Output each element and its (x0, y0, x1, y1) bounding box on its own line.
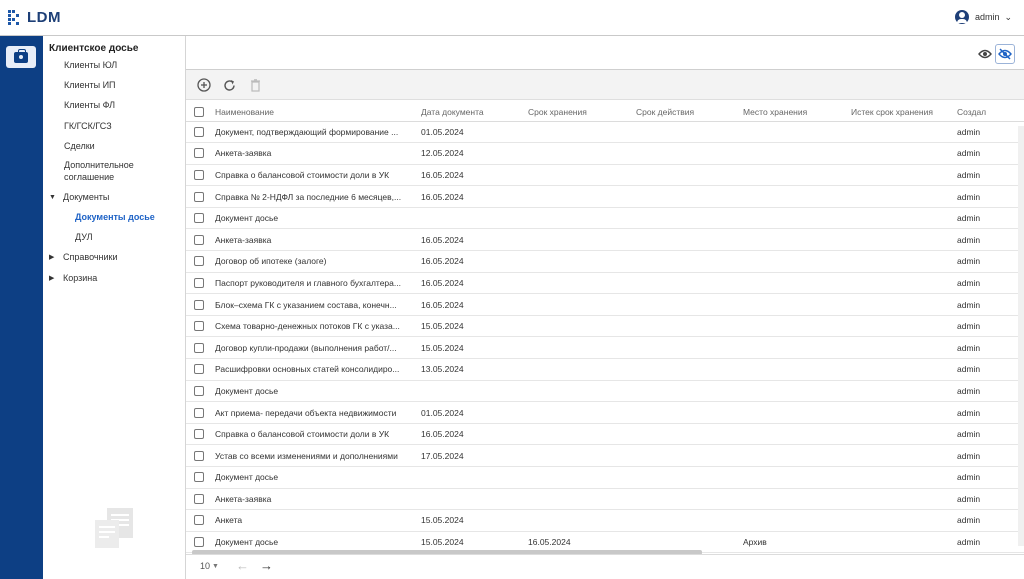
cell-validity (634, 272, 741, 294)
cell-validity (634, 423, 741, 445)
cell-doc-date (419, 488, 526, 510)
cell-storage-expired (849, 186, 955, 208)
column-header-created-by[interactable]: Создал (955, 103, 1024, 121)
cell-storage-term (526, 359, 634, 381)
cell-storage-place (741, 445, 849, 467)
cell-created-by: admin (955, 380, 1024, 402)
sidebar-item-clients-fl[interactable]: Клиенты ФЛ (64, 100, 116, 110)
view-bar (186, 36, 1024, 70)
cell-doc-name: Анкета-заявка (213, 229, 419, 251)
cell-storage-expired (849, 510, 955, 532)
cell-validity (634, 186, 741, 208)
cell-doc-date: 15.05.2024 (419, 510, 526, 532)
cell-storage-term (526, 294, 634, 316)
cell-created-by: admin (955, 423, 1024, 445)
table-row[interactable] (186, 121, 1024, 143)
cell-storage-expired (849, 337, 955, 359)
sidebar-item-groups[interactable]: ГК/ГСК/ГСЗ (64, 121, 112, 131)
cell-created-by: admin (955, 121, 1024, 143)
row-checkbox[interactable] (194, 386, 204, 396)
briefcase-icon (14, 52, 28, 63)
cell-doc-name: Договор купли-продажи (выполнения работ/... (213, 337, 419, 359)
sidebar-item-label: Дополнительное (64, 160, 134, 170)
cell-validity (634, 164, 741, 186)
rail-client-dossier-button[interactable] (6, 46, 36, 68)
cell-storage-expired (849, 531, 955, 553)
cell-doc-date: 16.05.2024 (419, 251, 526, 273)
sidebar-group-trash[interactable] (49, 273, 97, 283)
row-checkbox[interactable] (194, 192, 204, 202)
cell-doc-name: Документ, подтверждающий формирование ... (213, 121, 419, 143)
cell-validity (634, 207, 741, 229)
trash-icon (250, 79, 261, 92)
row-select-cell (186, 510, 213, 532)
sidebar-group-label: Корзина (63, 273, 98, 283)
row-checkbox[interactable] (194, 472, 204, 482)
cell-doc-name: Документ досье (213, 531, 419, 553)
row-checkbox[interactable] (194, 170, 204, 180)
cell-doc-name: Анкета-заявка (213, 488, 419, 510)
cell-storage-expired (849, 272, 955, 294)
cell-storage-place (741, 143, 849, 165)
next-page-arrow-icon[interactable]: → (260, 558, 273, 573)
sidebar-item-clients-ip[interactable]: Клиенты ИП (64, 80, 116, 90)
cell-doc-date (419, 207, 526, 229)
row-select-cell (186, 315, 213, 337)
cell-storage-place (741, 186, 849, 208)
table-row[interactable] (186, 272, 1024, 294)
table-header-row (186, 103, 1024, 121)
hide-columns-button[interactable] (995, 44, 1015, 64)
cell-storage-expired (849, 207, 955, 229)
cell-doc-date: 15.05.2024 (419, 337, 526, 359)
page-size-value: 10 (200, 561, 211, 571)
cell-created-by: admin (955, 164, 1024, 186)
sidebar-item-clients-ul[interactable]: Клиенты ЮЛ (64, 60, 118, 70)
cell-validity (634, 294, 741, 316)
row-select-cell (186, 380, 213, 402)
cell-doc-name: Блок–схема ГК с указанием состава, конечн... (213, 294, 419, 316)
caret-right-icon: ▶ (49, 275, 55, 282)
cell-storage-term (526, 380, 634, 402)
vertical-scrollbar[interactable] (1018, 126, 1024, 546)
select-all-cell (186, 103, 213, 121)
cell-storage-place (741, 315, 849, 337)
cell-created-by: admin (955, 251, 1024, 273)
table-row[interactable] (186, 164, 1024, 186)
sidebar-item-label: соглашение (64, 172, 115, 182)
cell-storage-expired (849, 143, 955, 165)
select-all-checkbox[interactable] (194, 107, 204, 117)
sidebar-title: Клиентское досье (49, 43, 139, 54)
logo-text: LDM (27, 9, 61, 26)
row-checkbox[interactable] (194, 515, 204, 525)
sidebar-item-additional-agreement[interactable] (64, 159, 134, 183)
top-bar (0, 0, 1024, 36)
table-row[interactable] (186, 359, 1024, 381)
caret-down-icon: ▼ (212, 562, 219, 570)
table-row[interactable] (186, 510, 1024, 532)
column-header-storage-expired[interactable]: Истек срок хранения (849, 103, 955, 121)
cell-created-by: admin (955, 445, 1024, 467)
cell-created-by: admin (955, 510, 1024, 532)
cell-doc-name: Акт приема- передачи объекта недвижимости (213, 402, 419, 424)
table-row[interactable] (186, 207, 1024, 229)
cell-storage-term (526, 229, 634, 251)
pagination (186, 554, 1024, 579)
cell-storage-place (741, 467, 849, 489)
cell-storage-expired (849, 467, 955, 489)
cell-storage-term (526, 315, 634, 337)
cell-storage-term (526, 186, 634, 208)
cell-storage-term (526, 164, 634, 186)
cell-storage-expired (849, 380, 955, 402)
app-logo[interactable] (8, 9, 61, 26)
cell-storage-place (741, 207, 849, 229)
cell-storage-place (741, 229, 849, 251)
cell-created-by: admin (955, 207, 1024, 229)
show-columns-button[interactable] (976, 45, 994, 63)
cell-doc-date: 16.05.2024 (419, 229, 526, 251)
row-select-cell (186, 337, 213, 359)
add-button[interactable] (196, 77, 212, 93)
sidebar-item-dossier-documents[interactable]: Документы досье (75, 212, 155, 222)
cell-validity (634, 488, 741, 510)
row-select-cell (186, 402, 213, 424)
cell-storage-place (741, 359, 849, 381)
row-select-cell (186, 121, 213, 143)
caret-down-icon: ▼ (49, 193, 56, 201)
cell-created-by: admin (955, 229, 1024, 251)
cell-storage-term (526, 207, 634, 229)
table-row[interactable] (186, 380, 1024, 402)
cell-doc-name: Схема товарно-денежных потоков ГК с указа... (213, 315, 419, 337)
cell-storage-expired (849, 315, 955, 337)
cell-doc-date: 01.05.2024 (419, 121, 526, 143)
cell-storage-term (526, 143, 634, 165)
column-header-storage-place[interactable]: Место хранения (741, 103, 849, 121)
column-header-storage-term[interactable]: Срок хранения (526, 103, 634, 121)
cell-doc-date: 16.05.2024 (419, 186, 526, 208)
add-circle-icon (197, 78, 211, 92)
user-menu[interactable] (955, 10, 1012, 24)
cell-doc-name: Справка о балансовой стоимости доли в УК (213, 423, 419, 445)
table-row[interactable] (186, 337, 1024, 359)
documents-table (186, 103, 1024, 553)
table-row[interactable] (186, 186, 1024, 208)
row-checkbox[interactable] (194, 256, 204, 266)
cell-doc-date: 15.05.2024 (419, 531, 526, 553)
row-select-cell (186, 294, 213, 316)
table-row[interactable] (186, 315, 1024, 337)
table-row[interactable] (186, 467, 1024, 489)
cell-storage-expired (849, 445, 955, 467)
eye-off-icon (998, 48, 1012, 60)
row-select-cell (186, 359, 213, 381)
cell-storage-expired (849, 164, 955, 186)
cell-storage-expired (849, 359, 955, 381)
cell-validity (634, 337, 741, 359)
row-checkbox[interactable] (194, 343, 204, 353)
cell-storage-term (526, 467, 634, 489)
cell-doc-date: 16.05.2024 (419, 164, 526, 186)
column-header-name[interactable]: Наименование (213, 103, 419, 121)
cell-storage-expired (849, 402, 955, 424)
table-toolbar (186, 70, 1024, 100)
cell-doc-date: 16.05.2024 (419, 423, 526, 445)
cell-doc-date: 17.05.2024 (419, 445, 526, 467)
cell-storage-expired (849, 423, 955, 445)
row-select-cell (186, 164, 213, 186)
cell-storage-term (526, 488, 634, 510)
table-row[interactable] (186, 402, 1024, 424)
user-name: admin (974, 12, 1000, 22)
cell-storage-place (741, 121, 849, 143)
cell-doc-name: Документ досье (213, 467, 419, 489)
row-checkbox[interactable] (194, 127, 204, 137)
cell-doc-name: Справка о балансовой стоимости доли в УК (213, 164, 419, 186)
cell-doc-date (419, 467, 526, 489)
sidebar-item-deals[interactable]: Сделки (64, 141, 95, 151)
chevron-down-icon: ⌄ (1004, 11, 1012, 22)
sidebar (43, 36, 186, 579)
row-checkbox[interactable] (194, 364, 204, 374)
cell-created-by: admin (955, 272, 1024, 294)
cell-storage-term (526, 510, 634, 532)
cell-storage-place (741, 337, 849, 359)
delete-button[interactable] (247, 77, 263, 93)
cell-doc-name: Документ досье (213, 207, 419, 229)
cell-created-by: admin (955, 359, 1024, 381)
cell-storage-term (526, 423, 634, 445)
cell-created-by: admin (955, 402, 1024, 424)
table-row[interactable] (186, 294, 1024, 316)
cell-doc-date: 16.05.2024 (419, 272, 526, 294)
page-size-select[interactable] (200, 561, 219, 571)
cell-storage-expired (849, 488, 955, 510)
cell-validity (634, 445, 741, 467)
eye-icon (978, 49, 992, 59)
cell-created-by: admin (955, 337, 1024, 359)
row-checkbox[interactable] (194, 451, 204, 461)
main-content (186, 36, 1024, 579)
cell-storage-place (741, 423, 849, 445)
user-circle-icon (955, 10, 969, 24)
cell-created-by: admin (955, 531, 1024, 553)
cell-created-by: admin (955, 186, 1024, 208)
row-select-cell (186, 488, 213, 510)
row-select-cell (186, 467, 213, 489)
cell-validity (634, 467, 741, 489)
cell-validity (634, 315, 741, 337)
cell-validity (634, 229, 741, 251)
cell-created-by: admin (955, 467, 1024, 489)
row-checkbox[interactable] (194, 148, 204, 158)
cell-storage-place: Архив (741, 531, 849, 553)
row-checkbox[interactable] (194, 494, 204, 504)
cell-doc-date: 15.05.2024 (419, 315, 526, 337)
cell-validity (634, 121, 741, 143)
row-checkbox[interactable] (194, 213, 204, 223)
cell-storage-place (741, 402, 849, 424)
cell-doc-date (419, 380, 526, 402)
cell-storage-term: 16.05.2024 (526, 531, 634, 553)
sidebar-group-label: Справочники (63, 252, 118, 262)
sidebar-item-dul[interactable]: ДУЛ (75, 232, 93, 242)
column-header-doc-date[interactable]: Дата документа (419, 103, 526, 121)
cell-doc-name: Договор об ипотеке (залоге) (213, 251, 419, 273)
cell-storage-place (741, 164, 849, 186)
cell-storage-term (526, 272, 634, 294)
table-row[interactable] (186, 143, 1024, 165)
refresh-icon (223, 79, 236, 92)
cell-created-by: admin (955, 294, 1024, 316)
row-select-cell (186, 229, 213, 251)
cell-validity (634, 510, 741, 532)
sidebar-group-documents[interactable] (49, 192, 109, 202)
row-checkbox[interactable] (194, 235, 204, 245)
cell-doc-date: 01.05.2024 (419, 402, 526, 424)
cell-storage-term (526, 251, 634, 273)
row-select-cell (186, 251, 213, 273)
row-checkbox[interactable] (194, 321, 204, 331)
cell-storage-term (526, 337, 634, 359)
nav-rail (0, 36, 43, 579)
cell-storage-place (741, 488, 849, 510)
cell-validity (634, 380, 741, 402)
cell-validity (634, 143, 741, 165)
row-select-cell (186, 207, 213, 229)
cell-validity (634, 402, 741, 424)
column-header-validity[interactable]: Срок действия (634, 103, 741, 121)
row-checkbox[interactable] (194, 278, 204, 288)
row-checkbox[interactable] (194, 537, 204, 547)
cell-storage-place (741, 251, 849, 273)
cell-storage-expired (849, 229, 955, 251)
row-select-cell (186, 186, 213, 208)
row-checkbox[interactable] (194, 408, 204, 418)
cell-doc-date: 12.05.2024 (419, 143, 526, 165)
cell-created-by: admin (955, 488, 1024, 510)
cell-doc-name: Справка № 2-НДФЛ за последние 6 месяцев,... (213, 186, 419, 208)
table-row[interactable] (186, 445, 1024, 467)
cell-storage-place (741, 294, 849, 316)
row-select-cell (186, 143, 213, 165)
cell-storage-term (526, 121, 634, 143)
cell-storage-place (741, 272, 849, 294)
row-checkbox[interactable] (194, 300, 204, 310)
cell-created-by: admin (955, 143, 1024, 165)
cell-doc-date: 16.05.2024 (419, 294, 526, 316)
documents-illustration-icon (93, 506, 137, 550)
cell-validity (634, 359, 741, 381)
prev-page-arrow-icon[interactable]: ← (236, 558, 249, 573)
logo-icon (8, 10, 22, 26)
row-select-cell (186, 423, 213, 445)
cell-doc-name: Устав со всеми изменениями и дополнениями (213, 445, 419, 467)
cell-storage-place (741, 510, 849, 532)
cell-doc-name: Расшифровки основных статей консолидиро... (213, 359, 419, 381)
cell-storage-expired (849, 251, 955, 273)
table-row[interactable] (186, 229, 1024, 251)
sidebar-group-references[interactable] (49, 252, 118, 262)
cell-storage-expired (849, 121, 955, 143)
refresh-button[interactable] (221, 77, 237, 93)
cell-validity (634, 251, 741, 273)
cell-doc-date: 13.05.2024 (419, 359, 526, 381)
table-row[interactable] (186, 488, 1024, 510)
cell-storage-term (526, 402, 634, 424)
row-select-cell (186, 445, 213, 467)
cell-doc-name: Анкета (213, 510, 419, 532)
cell-doc-name: Документ досье (213, 380, 419, 402)
table-row[interactable] (186, 423, 1024, 445)
cell-storage-place (741, 380, 849, 402)
cell-storage-term (526, 445, 634, 467)
table-row[interactable] (186, 251, 1024, 273)
cell-created-by: admin (955, 315, 1024, 337)
sidebar-group-label: Документы (63, 192, 110, 202)
row-checkbox[interactable] (194, 429, 204, 439)
caret-right-icon: ▶ (49, 254, 55, 261)
row-select-cell (186, 272, 213, 294)
cell-storage-expired (849, 294, 955, 316)
cell-doc-name: Паспорт руководителя и главного бухгалтера... (213, 272, 419, 294)
cell-doc-name: Анкета-заявка (213, 143, 419, 165)
